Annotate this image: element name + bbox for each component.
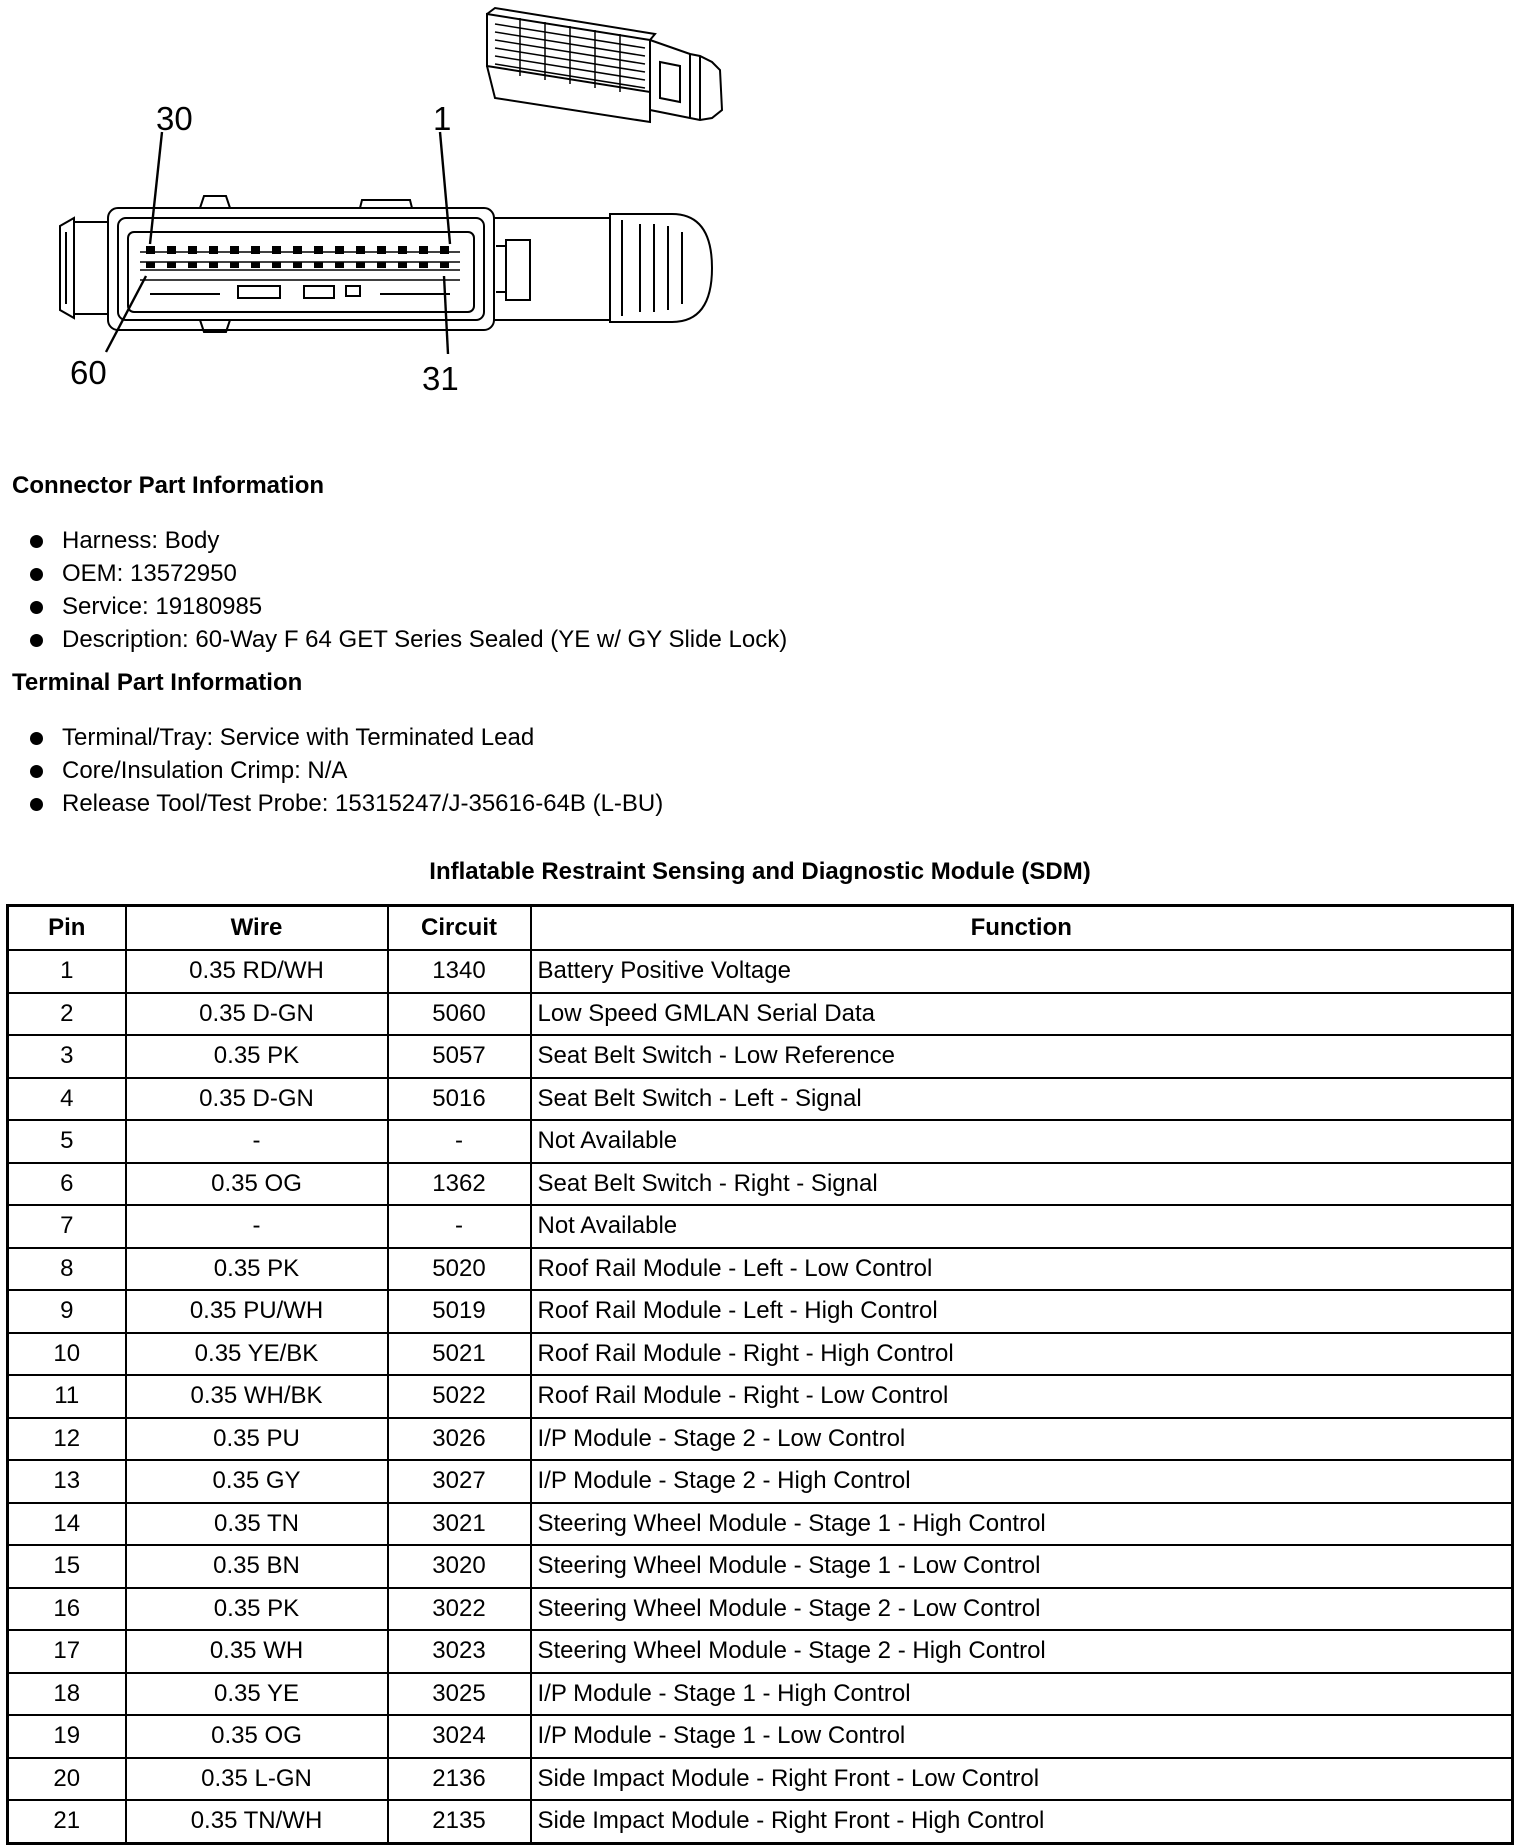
- terminal-info-item-text: Release Tool/Test Probe: 15315247/J-35616-64B (L-BU): [62, 790, 664, 817]
- table-row: [8, 1333, 1513, 1376]
- cell-pin: 5: [8, 1120, 126, 1163]
- cell-pin: 20: [8, 1758, 126, 1801]
- pin-cavity: [293, 262, 302, 268]
- cell-circuit: 5019: [388, 1290, 531, 1333]
- cell-pin: 15: [8, 1545, 126, 1588]
- cell-wire: 0.35 BN: [126, 1545, 388, 1588]
- pin-label-1: 1: [433, 100, 452, 137]
- cell-wire: 0.35 TN: [126, 1503, 388, 1546]
- connector-info-item-text: Description: 60-Way F 64 GET Series Sealed (YE w/ GY Slide Lock): [62, 626, 788, 653]
- table-row: [8, 1248, 1513, 1291]
- table-title: [0, 858, 1520, 886]
- pin-cavity: [377, 262, 386, 268]
- connector-info-list: [0, 524, 787, 656]
- terminal-info-item: [0, 754, 663, 787]
- pin-cavity: [209, 262, 218, 268]
- cell-circuit: 5057: [388, 1035, 531, 1078]
- table-row: [8, 1418, 1513, 1461]
- cell-wire: 0.35 GY: [126, 1460, 388, 1503]
- cell-function: Roof Rail Module - Right - High Control: [531, 1333, 1513, 1376]
- table-row: [8, 1120, 1513, 1163]
- cell-wire: 0.35 D-GN: [126, 993, 388, 1036]
- pin-row-bottom: [140, 270, 460, 280]
- leader-line-1: [440, 132, 450, 244]
- cell-wire: 0.35 OG: [126, 1715, 388, 1758]
- header-function: Function: [531, 906, 1513, 951]
- cell-wire: 0.35 PU: [126, 1418, 388, 1461]
- header-wire: Wire: [126, 906, 388, 951]
- cell-circuit: 1340: [388, 950, 531, 993]
- table-title-text: Inflatable Restraint Sensing and Diagnostic Module (SDM): [429, 858, 1091, 885]
- cell-pin: 21: [8, 1800, 126, 1843]
- table-row: [8, 1503, 1513, 1546]
- table-row: [8, 1588, 1513, 1631]
- terminal-info-item: [0, 787, 663, 820]
- table-row: [8, 1205, 1513, 1248]
- cell-circuit: 3025: [388, 1673, 531, 1716]
- terminal-info-list: [0, 721, 663, 820]
- cell-wire: 0.35 WH/BK: [126, 1375, 388, 1418]
- terminal-info-heading: Terminal Part Information: [12, 669, 303, 696]
- connector-info-item-text: Harness: Body: [62, 527, 220, 554]
- cell-function: Seat Belt Switch - Low Reference: [531, 1035, 1513, 1078]
- cell-wire: 0.35 YE/BK: [126, 1333, 388, 1376]
- cell-function: I/P Module - Stage 1 - High Control: [531, 1673, 1513, 1716]
- terminal-info-item-text: Core/Insulation Crimp: N/A: [62, 757, 348, 784]
- table-row: [8, 1800, 1513, 1843]
- pin-cavity: [146, 262, 155, 268]
- pin-cavity: [440, 262, 449, 268]
- bullet-icon: [30, 798, 43, 811]
- table-row: [8, 1460, 1513, 1503]
- terminal-info-item-text: Terminal/Tray: Service with Terminated Lead: [62, 724, 535, 751]
- cell-function: Steering Wheel Module - Stage 1 - High Control: [531, 1503, 1513, 1546]
- cell-pin: 8: [8, 1248, 126, 1291]
- cell-function: Steering Wheel Module - Stage 2 - High Control: [531, 1630, 1513, 1673]
- cell-pin: 6: [8, 1163, 126, 1206]
- pin-cavity: [293, 246, 302, 254]
- cell-pin: 14: [8, 1503, 126, 1546]
- cell-circuit: 3026: [388, 1418, 531, 1461]
- cell-circuit: 2135: [388, 1800, 531, 1843]
- connector-drawing: [0, 0, 760, 420]
- cell-function: Battery Positive Voltage: [531, 950, 1513, 993]
- pin-cavity: [188, 262, 197, 268]
- cell-function: I/P Module - Stage 2 - Low Control: [531, 1418, 1513, 1461]
- cell-pin: 11: [8, 1375, 126, 1418]
- cell-function: Low Speed GMLAN Serial Data: [531, 993, 1513, 1036]
- header-circuit: Circuit: [388, 906, 531, 951]
- pin-cavity: [419, 246, 428, 254]
- cell-wire: 0.35 YE: [126, 1673, 388, 1716]
- pin-cavity: [335, 262, 344, 268]
- cell-function: Roof Rail Module - Left - High Control: [531, 1290, 1513, 1333]
- bullet-icon: [30, 732, 43, 745]
- cell-circuit: -: [388, 1120, 531, 1163]
- cell-wire: 0.35 PK: [126, 1248, 388, 1291]
- cell-wire: 0.35 L-GN: [126, 1758, 388, 1801]
- leader-line-31: [444, 276, 448, 354]
- cell-circuit: 3021: [388, 1503, 531, 1546]
- pin-cavity: [146, 246, 155, 254]
- header-pin: Pin: [8, 906, 126, 951]
- pin-cavity: [167, 262, 176, 268]
- cell-circuit: 3027: [388, 1460, 531, 1503]
- cell-function: Seat Belt Switch - Right - Signal: [531, 1163, 1513, 1206]
- connector-info-item-text: Service: 19180985: [62, 593, 263, 620]
- cell-wire: -: [126, 1120, 388, 1163]
- cell-wire: -: [126, 1205, 388, 1248]
- pin-cavity: [251, 262, 260, 268]
- cell-pin: 10: [8, 1333, 126, 1376]
- connector-info-heading: Connector Part Information: [12, 472, 325, 499]
- pin-label-30: 30: [156, 100, 193, 137]
- table-row: [8, 1545, 1513, 1588]
- cell-pin: 9: [8, 1290, 126, 1333]
- cell-wire: 0.35 PK: [126, 1588, 388, 1631]
- bullet-icon: [30, 535, 43, 548]
- cell-pin: 17: [8, 1630, 126, 1673]
- cell-circuit: 1362: [388, 1163, 531, 1206]
- pinout-table: [6, 904, 1514, 1845]
- cell-function: Side Impact Module - Right Front - Low Control: [531, 1758, 1513, 1801]
- table-row: [8, 950, 1513, 993]
- table-row: [8, 1630, 1513, 1673]
- pin-label-60: 60: [70, 354, 107, 391]
- cell-pin: 4: [8, 1078, 126, 1121]
- cell-function: Roof Rail Module - Left - Low Control: [531, 1248, 1513, 1291]
- cell-circuit: 5020: [388, 1248, 531, 1291]
- cell-circuit: 2136: [388, 1758, 531, 1801]
- pin-cavity: [356, 246, 365, 254]
- cell-circuit: 3024: [388, 1715, 531, 1758]
- cell-circuit: 3023: [388, 1630, 531, 1673]
- pin-cavity: [398, 246, 407, 254]
- cell-wire: 0.35 TN/WH: [126, 1800, 388, 1843]
- table-header-row: [8, 906, 1513, 951]
- bullet-icon: [30, 634, 43, 647]
- connector-info-item: [0, 623, 787, 656]
- terminal-info-item: [0, 721, 663, 754]
- cell-function: Roof Rail Module - Right - Low Control: [531, 1375, 1513, 1418]
- cell-pin: 18: [8, 1673, 126, 1716]
- leader-line-60: [106, 276, 146, 352]
- cell-circuit: 3020: [388, 1545, 531, 1588]
- pin-cavity: [335, 246, 344, 254]
- pin-cavity: [209, 246, 218, 254]
- cell-pin: 7: [8, 1205, 126, 1248]
- cell-wire: 0.35 WH: [126, 1630, 388, 1673]
- table-row: [8, 1375, 1513, 1418]
- cell-pin: 1: [8, 950, 126, 993]
- cell-function: I/P Module - Stage 1 - Low Control: [531, 1715, 1513, 1758]
- table-row: [8, 1673, 1513, 1716]
- table-row: [8, 1758, 1513, 1801]
- connector-info-item-text: OEM: 13572950: [62, 560, 237, 587]
- pin-label-31: 31: [422, 360, 459, 397]
- connector-info-item: [0, 590, 787, 623]
- cell-circuit: 3022: [388, 1588, 531, 1631]
- cell-pin: 12: [8, 1418, 126, 1461]
- pin-cavity: [230, 262, 239, 268]
- pin-cavity: [188, 246, 197, 254]
- pin-cavity: [272, 262, 281, 268]
- pin-cavity: [230, 246, 239, 254]
- cell-function: Steering Wheel Module - Stage 2 - Low Control: [531, 1588, 1513, 1631]
- cell-pin: 19: [8, 1715, 126, 1758]
- cell-pin: 3: [8, 1035, 126, 1078]
- table-row: [8, 1715, 1513, 1758]
- cell-wire: 0.35 D-GN: [126, 1078, 388, 1121]
- cell-pin: 13: [8, 1460, 126, 1503]
- table-row: [8, 1035, 1513, 1078]
- pin-cavity: [419, 262, 428, 268]
- cell-function: Steering Wheel Module - Stage 1 - Low Control: [531, 1545, 1513, 1588]
- pin-cavity: [440, 246, 449, 254]
- pin-cavity: [167, 246, 176, 254]
- bullet-icon: [30, 765, 43, 778]
- cell-circuit: 5016: [388, 1078, 531, 1121]
- pin-cavity: [356, 262, 365, 268]
- cell-function: I/P Module - Stage 2 - High Control: [531, 1460, 1513, 1503]
- table-row: [8, 1163, 1513, 1206]
- cell-circuit: -: [388, 1205, 531, 1248]
- cell-wire: 0.35 PU/WH: [126, 1290, 388, 1333]
- table-row: [8, 1078, 1513, 1121]
- pin-cavity: [377, 246, 386, 254]
- pin-cavity: [251, 246, 260, 254]
- table-row: [8, 1290, 1513, 1333]
- cell-pin: 16: [8, 1588, 126, 1631]
- pin-cavity: [272, 246, 281, 254]
- cell-circuit: 5022: [388, 1375, 531, 1418]
- connector-info-item: [0, 557, 787, 590]
- pin-cavity: [314, 262, 323, 268]
- cell-circuit: 5060: [388, 993, 531, 1036]
- connector-info-item: [0, 524, 787, 557]
- table-row: [8, 993, 1513, 1036]
- leader-line-30: [150, 132, 162, 244]
- bullet-icon: [30, 568, 43, 581]
- cell-function: Side Impact Module - Right Front - High Control: [531, 1800, 1513, 1843]
- bullet-icon: [30, 601, 43, 614]
- pin-cavity: [314, 246, 323, 254]
- cell-pin: 2: [8, 993, 126, 1036]
- cell-function: Not Available: [531, 1120, 1513, 1163]
- cell-wire: 0.35 RD/WH: [126, 950, 388, 993]
- cell-wire: 0.35 OG: [126, 1163, 388, 1206]
- cell-wire: 0.35 PK: [126, 1035, 388, 1078]
- cell-function: Not Available: [531, 1205, 1513, 1248]
- pin-cavity: [398, 262, 407, 268]
- cell-function: Seat Belt Switch - Left - Signal: [531, 1078, 1513, 1121]
- connector-perspective-view: [487, 8, 722, 122]
- connector-diagram: [0, 0, 760, 420]
- cell-circuit: 5021: [388, 1333, 531, 1376]
